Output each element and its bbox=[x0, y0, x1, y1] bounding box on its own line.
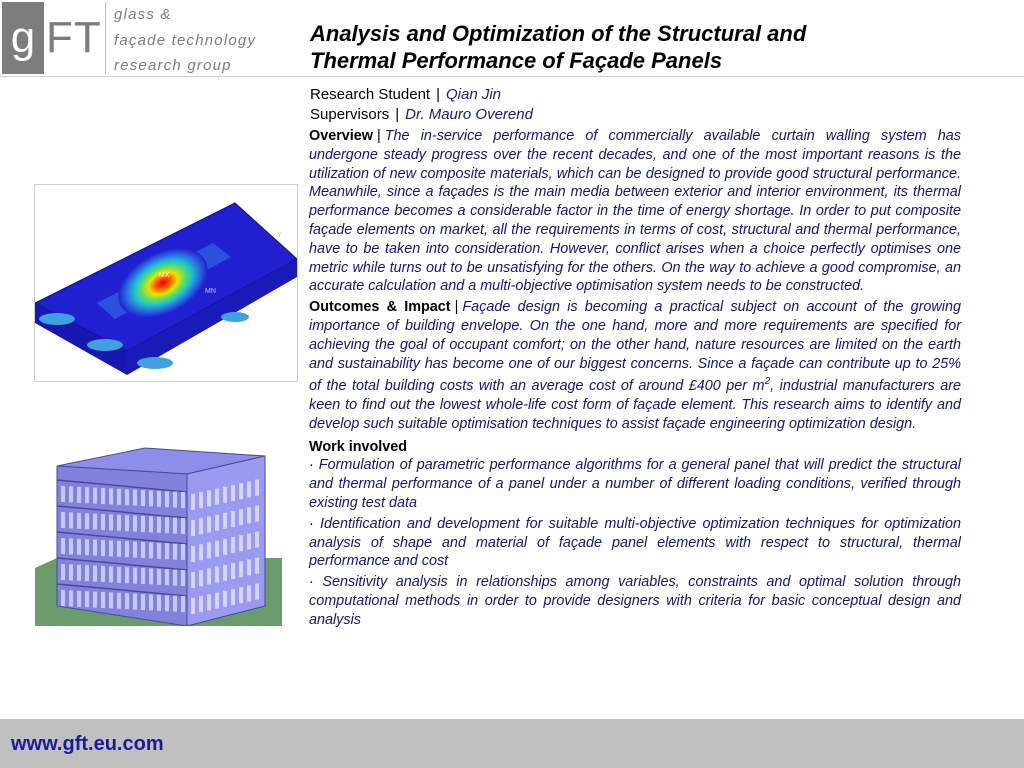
window-slat bbox=[239, 535, 243, 551]
student-name: Qian Jin bbox=[445, 86, 502, 103]
window-slat bbox=[207, 594, 211, 610]
window-slat bbox=[207, 542, 211, 558]
window-slat bbox=[125, 567, 129, 583]
window-slat bbox=[181, 544, 185, 560]
window-slat bbox=[61, 486, 65, 502]
window-slat bbox=[173, 570, 177, 586]
window-slat bbox=[165, 595, 169, 611]
window-slat bbox=[215, 541, 219, 557]
logo-g: g bbox=[10, 13, 36, 62]
window-slat bbox=[117, 541, 121, 557]
window-slat bbox=[101, 540, 105, 556]
supervisors-label: Supervisors bbox=[310, 106, 390, 123]
window-slat bbox=[231, 511, 235, 527]
work-item-3 bbox=[309, 573, 961, 629]
window-slat bbox=[165, 491, 169, 507]
window-slat bbox=[133, 516, 137, 532]
bullet: · bbox=[309, 574, 314, 591]
window-slat bbox=[199, 544, 203, 560]
separator: | bbox=[454, 299, 459, 316]
window-slat bbox=[93, 540, 97, 556]
window-slat bbox=[77, 487, 81, 503]
window-slat bbox=[173, 544, 177, 560]
window-slat bbox=[191, 520, 195, 536]
window-slat bbox=[223, 513, 227, 529]
window-slat bbox=[117, 489, 121, 505]
building-model-figure bbox=[35, 446, 282, 626]
window-slat bbox=[69, 564, 73, 580]
student-row bbox=[310, 85, 533, 105]
panel-tube bbox=[87, 339, 123, 351]
window-slat bbox=[239, 483, 243, 499]
window-slat bbox=[207, 490, 211, 506]
window-slat bbox=[173, 518, 177, 534]
work-item-text: Sensitivity analysis in relationships among variables, constraints and optimal solution through computational methods in order to provide designers with criteria for basic conceptual design and analysis bbox=[309, 574, 961, 628]
window-slat bbox=[223, 565, 227, 581]
window-slat bbox=[117, 515, 121, 531]
window-slat bbox=[181, 518, 185, 534]
window-slat bbox=[215, 489, 219, 505]
window-slat bbox=[141, 516, 145, 532]
window-slat bbox=[133, 594, 137, 610]
window-slat bbox=[157, 595, 161, 611]
window-slat bbox=[231, 563, 235, 579]
window-slat bbox=[247, 533, 251, 549]
window-slat bbox=[69, 538, 73, 554]
group-line-2: façade technology bbox=[114, 31, 257, 49]
window-slat bbox=[207, 516, 211, 532]
window-slat bbox=[231, 485, 235, 501]
work-item-text: Identification and development for suitable multi-objective optimization techniques for optimization analysis of shape and material of façade panel elements with respect to structural, thermal performance and cost bbox=[309, 515, 961, 570]
window-slat bbox=[125, 541, 129, 557]
superscript-2: 2 bbox=[764, 376, 771, 388]
supervisor-name: Dr. Mauro Overend bbox=[405, 106, 533, 123]
window-slat bbox=[109, 592, 113, 608]
window-slat bbox=[239, 509, 243, 525]
window-slat bbox=[255, 532, 259, 548]
window-slat bbox=[125, 489, 129, 505]
window-slat bbox=[149, 490, 153, 506]
window-slat bbox=[69, 512, 73, 528]
window-slat bbox=[61, 512, 65, 528]
window-slat bbox=[101, 514, 105, 530]
window-slat bbox=[181, 596, 185, 612]
window-slat bbox=[85, 487, 89, 503]
window-slat bbox=[199, 570, 203, 586]
separator: | bbox=[395, 106, 400, 123]
window-slat bbox=[93, 566, 97, 582]
overview-paragraph bbox=[309, 127, 961, 296]
window-slat bbox=[231, 537, 235, 553]
window-slat bbox=[223, 487, 227, 503]
window-slat bbox=[191, 598, 195, 614]
window-slat bbox=[255, 558, 259, 574]
fea-min-label: MN bbox=[205, 288, 216, 295]
window-slat bbox=[117, 593, 121, 609]
student-label: Research Student bbox=[310, 86, 431, 103]
window-slat bbox=[133, 490, 137, 506]
window-slat bbox=[85, 539, 89, 555]
window-slat bbox=[77, 539, 81, 555]
window-slat bbox=[191, 494, 195, 510]
outcomes-paragraph bbox=[309, 298, 961, 433]
page-title bbox=[310, 20, 1010, 74]
window-slat bbox=[157, 569, 161, 585]
website-link[interactable]: www.gft.eu.com bbox=[11, 733, 164, 755]
window-slat bbox=[69, 590, 73, 606]
supervisor-row bbox=[310, 105, 533, 125]
logo-divider bbox=[105, 2, 106, 74]
building-model-svg bbox=[35, 446, 282, 626]
logo-ft: FT bbox=[46, 13, 102, 62]
window-slat bbox=[199, 596, 203, 612]
outcomes-text-1: Façade design is becoming a practical subject on account of the growing importance of building envelope. On the one hand, more and more requirements are specified for achieving the goal of occupant comfort; on the other hand, nature resources are limited on the earth and sustainability has become one of our biggest concerns. Since a façade can contribute up to 25% of the total building costs with an average cost of around £400 per m bbox=[309, 299, 961, 395]
research-group-name bbox=[114, 2, 256, 79]
window-slat bbox=[109, 540, 113, 556]
window-slat bbox=[239, 587, 243, 603]
window-slat bbox=[125, 515, 129, 531]
window-slat bbox=[239, 561, 243, 577]
window-slat bbox=[77, 565, 81, 581]
window-slat bbox=[215, 515, 219, 531]
bullet: · bbox=[309, 515, 314, 532]
window-slat bbox=[85, 565, 89, 581]
window-slat bbox=[101, 592, 105, 608]
window-slat bbox=[93, 514, 97, 530]
window-slat bbox=[109, 566, 113, 582]
fea-panel-figure bbox=[34, 184, 298, 382]
window-slat bbox=[165, 569, 169, 585]
window-slat bbox=[133, 542, 137, 558]
window-slat bbox=[61, 564, 65, 580]
group-line-1: glass & bbox=[114, 6, 172, 23]
title-line-1: Analysis and Optimization of the Structural and bbox=[310, 21, 807, 46]
work-item-text: Formulation of parametric performance algorithms for a general panel that will predict the structural and thermal performance of a panel under a number of different loading conditions, verified through existing test data bbox=[309, 457, 961, 511]
outcomes-text-2: , industrial manufacturers are keen to find out the lowest whole-life cost form of façade element. This research aims to identify and develop such suitable optimisation techniques to assist façade engineering optimization design. bbox=[309, 378, 962, 432]
window-slat bbox=[157, 517, 161, 533]
window-slat bbox=[165, 517, 169, 533]
window-slat bbox=[101, 488, 105, 504]
work-item-1 bbox=[309, 456, 961, 512]
fea-panel-svg bbox=[35, 185, 297, 381]
window-slat bbox=[255, 584, 259, 600]
window-slat bbox=[101, 566, 105, 582]
window-slat bbox=[149, 568, 153, 584]
window-slat bbox=[173, 596, 177, 612]
window-slat bbox=[85, 513, 89, 529]
separator: | bbox=[377, 128, 381, 144]
window-slat bbox=[85, 591, 89, 607]
window-slat bbox=[149, 542, 153, 558]
panel-tube bbox=[137, 357, 173, 369]
window-slat bbox=[117, 567, 121, 583]
window-slat bbox=[247, 481, 251, 497]
window-slat bbox=[215, 567, 219, 583]
window-slat bbox=[125, 593, 129, 609]
separator: | bbox=[436, 86, 440, 103]
panel-tube bbox=[221, 312, 249, 322]
window-slat bbox=[77, 591, 81, 607]
window-slat bbox=[191, 546, 195, 562]
window-slat bbox=[181, 492, 185, 508]
window-slat bbox=[199, 492, 203, 508]
panel-tube bbox=[39, 313, 75, 325]
window-slat bbox=[77, 513, 81, 529]
window-slat bbox=[157, 491, 161, 507]
window-slat bbox=[109, 488, 113, 504]
window-slat bbox=[247, 507, 251, 523]
window-slat bbox=[255, 480, 259, 496]
group-line-3: research group bbox=[114, 57, 232, 74]
logo-g-block bbox=[2, 2, 44, 74]
window-slat bbox=[61, 538, 65, 554]
window-slat bbox=[191, 572, 195, 588]
window-slat bbox=[231, 589, 235, 605]
window-slat bbox=[141, 542, 145, 558]
window-slat bbox=[149, 594, 153, 610]
window-slat bbox=[199, 518, 203, 534]
title-line-2: Thermal Performance of Façade Panels bbox=[310, 48, 723, 73]
window-slat bbox=[223, 539, 227, 555]
people-block bbox=[310, 85, 533, 125]
window-slat bbox=[165, 543, 169, 559]
outcomes-heading: Outcomes & Impact bbox=[309, 299, 451, 316]
window-slat bbox=[223, 591, 227, 607]
window-slat bbox=[247, 559, 251, 575]
window-slat bbox=[141, 568, 145, 584]
window-slat bbox=[61, 590, 65, 606]
fea-axis-label: Y bbox=[277, 232, 282, 239]
window-slat bbox=[215, 593, 219, 609]
work-item-2 bbox=[309, 515, 961, 571]
window-slat bbox=[141, 594, 145, 610]
fea-max-label: MX bbox=[159, 272, 170, 279]
window-slat bbox=[173, 492, 177, 508]
overview-heading: Overview bbox=[309, 128, 373, 144]
window-slat bbox=[247, 585, 251, 601]
overview-text: The in-service performance of commercially available curtain walling system has undergone steady progress over the recent decades, and one of the most important reasons is the utilization of new composite materials, which can be designed to provide good structural performance. Meanwhile, since a façades is the main media between exterior and interior environment, its thermal performance becomes a considerable factor in the time of energy shortage. In order to put composite façade elements on market, all the requirements in terms of cost, structural and thermal performance, have to be taken into consideration. However, conflict arises when a choice perfectly optimises one metric while turns out to be unsatisfying for the others. On the way to achieve a good compromise, an accurate calculation and a multi-objective optimisation system needs to be constructed. bbox=[309, 128, 961, 295]
window-slat bbox=[255, 506, 259, 522]
work-heading: Work involved bbox=[309, 438, 408, 455]
main-content bbox=[309, 127, 961, 632]
window-slat bbox=[181, 570, 185, 586]
window-slat bbox=[207, 568, 211, 584]
window-slat bbox=[141, 490, 145, 506]
bullet: · bbox=[309, 457, 314, 474]
window-slat bbox=[109, 514, 113, 530]
window-slat bbox=[149, 516, 153, 532]
window-slat bbox=[93, 488, 97, 504]
window-slat bbox=[133, 568, 137, 584]
header-rule bbox=[0, 76, 1024, 77]
window-slat bbox=[69, 486, 73, 502]
window-slat bbox=[93, 592, 97, 608]
window-slat bbox=[157, 543, 161, 559]
